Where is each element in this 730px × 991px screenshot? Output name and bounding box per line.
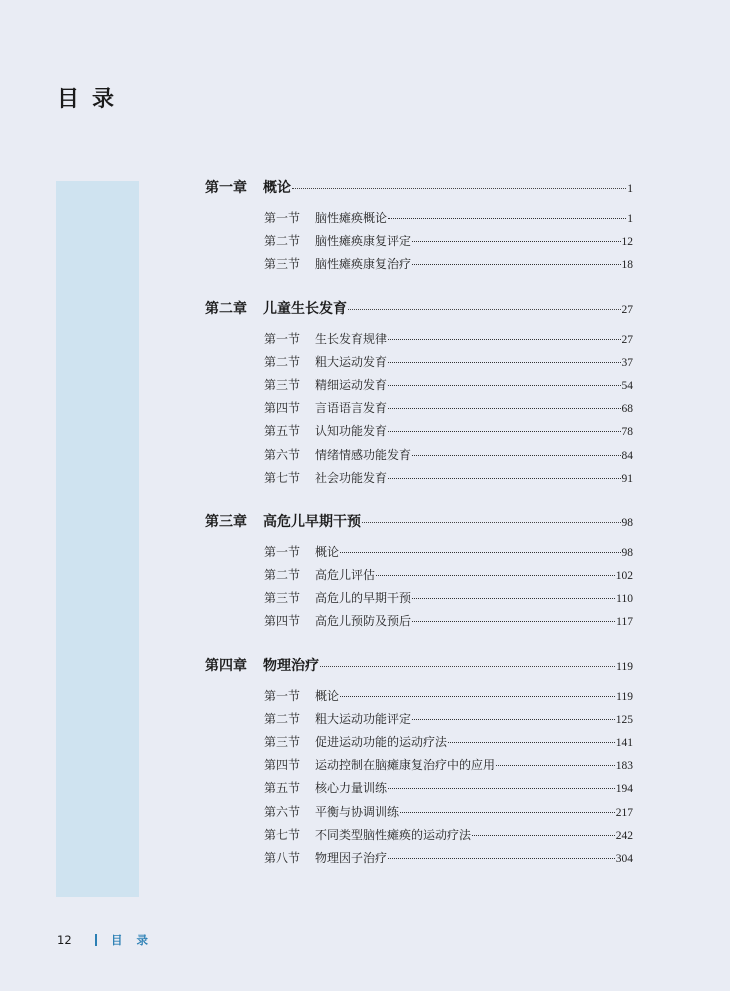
toc-section-list bbox=[264, 687, 633, 873]
section-title: 精细运动发育 bbox=[315, 377, 388, 392]
section-title: 概论 bbox=[315, 544, 340, 559]
toc-chapter-row[interactable] bbox=[205, 511, 633, 533]
section-title: 高危儿的早期干预 bbox=[315, 591, 412, 606]
dot-leader bbox=[388, 858, 615, 859]
dot-leader bbox=[388, 788, 615, 789]
section-number: 第三节 bbox=[264, 735, 301, 749]
section-number: 第一节 bbox=[264, 211, 301, 225]
toc-section-row[interactable] bbox=[264, 756, 633, 779]
section-page-number: 78 bbox=[621, 426, 633, 439]
toc-section-row[interactable] bbox=[264, 232, 633, 255]
section-number: 第五节 bbox=[264, 781, 301, 796]
decorative-side-bar bbox=[56, 181, 139, 897]
section-number: 第二节 bbox=[264, 234, 301, 249]
footer-label: 目录 bbox=[111, 933, 162, 947]
toc-section-row[interactable] bbox=[264, 826, 633, 849]
toc-section-list bbox=[264, 543, 633, 636]
dot-leader bbox=[388, 478, 620, 479]
section-title: 言语语言发育 bbox=[315, 401, 388, 416]
section-page-number: 37 bbox=[621, 356, 633, 369]
toc-chapter-row[interactable] bbox=[205, 298, 633, 320]
section-number: 第七节 bbox=[264, 470, 301, 485]
toc-section-row[interactable] bbox=[264, 422, 633, 445]
section-page-number: 1 bbox=[627, 213, 633, 225]
section-number: 第三节 bbox=[264, 377, 301, 392]
section-page-number: 54 bbox=[621, 379, 633, 392]
section-title: 核心力量训练 bbox=[315, 781, 388, 796]
toc-section-row[interactable] bbox=[264, 849, 633, 872]
chapter-page-number: 119 bbox=[616, 660, 633, 673]
section-number: 第五节 bbox=[264, 424, 301, 439]
section-page-number: 117 bbox=[616, 616, 633, 629]
section-title: 认知功能发育 bbox=[315, 424, 388, 439]
page-title: 目录 bbox=[57, 87, 128, 112]
chapter-number: 第四章 bbox=[205, 657, 247, 674]
section-page-number: 110 bbox=[616, 593, 633, 606]
dot-leader bbox=[388, 362, 620, 363]
dot-leader bbox=[388, 339, 620, 340]
dot-leader bbox=[412, 455, 620, 456]
section-number: 第三节 bbox=[264, 257, 301, 272]
section-number: 第四节 bbox=[264, 614, 301, 629]
section-title: 不同类型脑性瘫痪的运动疗法 bbox=[315, 827, 472, 842]
section-title: 脑性瘫痪概论 bbox=[315, 211, 388, 225]
dot-leader bbox=[320, 666, 615, 667]
chapter-page-number: 98 bbox=[621, 516, 633, 529]
section-number: 第八节 bbox=[264, 850, 301, 865]
chapter-title: 概论 bbox=[263, 180, 291, 196]
section-page-number: 27 bbox=[621, 333, 633, 346]
toc-section-row[interactable] bbox=[264, 399, 633, 422]
section-title: 促进运动功能的运动疗法 bbox=[315, 735, 448, 749]
section-number: 第二节 bbox=[264, 354, 301, 369]
toc-section-row[interactable] bbox=[264, 779, 633, 802]
chapter-page-number: 1 bbox=[627, 183, 633, 195]
dot-leader bbox=[412, 264, 620, 265]
toc-section-row[interactable] bbox=[264, 687, 633, 710]
toc-chapter-row[interactable] bbox=[205, 177, 633, 199]
section-page-number: 141 bbox=[615, 737, 633, 749]
dot-leader bbox=[412, 241, 620, 242]
footer-page-number: 12 bbox=[57, 933, 72, 947]
section-page-number: 91 bbox=[621, 472, 633, 485]
chapter-number: 第二章 bbox=[205, 300, 247, 317]
toc-section-row[interactable] bbox=[264, 469, 633, 492]
toc-section-row[interactable] bbox=[264, 376, 633, 399]
dot-leader bbox=[412, 621, 615, 622]
section-number: 第三节 bbox=[264, 591, 301, 606]
section-number: 第一节 bbox=[264, 331, 301, 346]
dot-leader bbox=[348, 309, 621, 310]
toc-chapter bbox=[205, 298, 633, 492]
section-page-number: 217 bbox=[615, 806, 633, 819]
section-title: 高危儿评估 bbox=[315, 568, 376, 583]
toc-section-row[interactable] bbox=[264, 353, 633, 376]
chapter-page-number: 27 bbox=[621, 303, 633, 316]
dot-leader bbox=[388, 431, 620, 432]
toc-section-row[interactable] bbox=[264, 589, 633, 612]
dot-leader bbox=[412, 719, 615, 720]
toc-section-row[interactable] bbox=[264, 733, 633, 756]
section-page-number: 242 bbox=[615, 829, 633, 842]
section-title: 粗大运动功能评定 bbox=[315, 711, 412, 726]
section-page-number: 304 bbox=[615, 852, 633, 865]
chapter-number: 第一章 bbox=[205, 180, 247, 196]
toc-chapter-row[interactable] bbox=[205, 655, 633, 677]
section-title: 运动控制在脑瘫康复治疗中的应用 bbox=[315, 758, 496, 773]
table-of-contents bbox=[205, 177, 633, 872]
dot-leader bbox=[340, 696, 615, 697]
section-number: 第四节 bbox=[264, 401, 301, 416]
section-page-number: 194 bbox=[615, 783, 633, 796]
dot-leader bbox=[412, 598, 615, 599]
chapter-number: 第三章 bbox=[205, 513, 247, 530]
dot-leader bbox=[388, 408, 620, 409]
section-title: 平衡与协调训练 bbox=[315, 804, 400, 819]
toc-section-row[interactable] bbox=[264, 803, 633, 826]
section-title: 高危儿预防及预后 bbox=[315, 614, 412, 629]
chapter-title: 儿童生长发育 bbox=[263, 300, 347, 317]
section-page-number: 68 bbox=[621, 403, 633, 416]
toc-section-row[interactable] bbox=[264, 255, 633, 278]
section-number: 第四节 bbox=[264, 758, 301, 773]
toc-section-row[interactable] bbox=[264, 566, 633, 589]
section-page-number: 98 bbox=[621, 546, 633, 559]
section-number: 第六节 bbox=[264, 447, 301, 462]
section-number: 第一节 bbox=[264, 688, 301, 703]
dot-leader bbox=[472, 835, 615, 836]
section-number: 第一节 bbox=[264, 544, 301, 559]
dot-leader bbox=[376, 575, 615, 576]
section-page-number: 183 bbox=[615, 760, 633, 773]
toc-section-list bbox=[264, 330, 633, 492]
chapter-title: 物理治疗 bbox=[263, 657, 319, 674]
toc-chapter bbox=[205, 511, 633, 636]
dot-leader bbox=[448, 742, 615, 743]
toc-section-row[interactable] bbox=[264, 209, 633, 232]
dot-leader bbox=[292, 188, 626, 189]
footer-divider bbox=[95, 934, 97, 946]
page-footer bbox=[57, 932, 162, 948]
toc-section-row[interactable] bbox=[264, 612, 633, 635]
toc-chapter bbox=[205, 177, 633, 279]
section-number: 第二节 bbox=[264, 568, 301, 583]
section-page-number: 119 bbox=[616, 690, 633, 703]
section-title: 情绪情感功能发育 bbox=[315, 447, 412, 462]
section-page-number: 102 bbox=[615, 570, 633, 583]
dot-leader bbox=[496, 765, 615, 766]
section-title: 生长发育规律 bbox=[315, 331, 388, 346]
dot-leader bbox=[362, 522, 621, 523]
chapter-title: 高危儿早期干预 bbox=[263, 513, 361, 530]
section-title: 物理因子治疗 bbox=[315, 850, 388, 865]
dot-leader bbox=[388, 385, 620, 386]
dot-leader bbox=[340, 552, 620, 553]
toc-section-list bbox=[264, 209, 633, 279]
toc-section-row[interactable] bbox=[264, 710, 633, 733]
section-title: 社会功能发育 bbox=[315, 470, 388, 485]
section-title: 脑性瘫痪康复治疗 bbox=[315, 257, 412, 272]
toc-chapter bbox=[205, 655, 633, 873]
section-page-number: 125 bbox=[615, 713, 633, 726]
section-page-number: 84 bbox=[621, 449, 633, 462]
toc-section-row[interactable] bbox=[264, 330, 633, 353]
section-page-number: 12 bbox=[621, 236, 633, 249]
dot-leader bbox=[400, 812, 615, 813]
section-number: 第七节 bbox=[264, 827, 301, 842]
section-number: 第二节 bbox=[264, 711, 301, 726]
toc-section-row[interactable] bbox=[264, 543, 633, 566]
toc-section-row[interactable] bbox=[264, 446, 633, 469]
section-number: 第六节 bbox=[264, 804, 301, 819]
section-title: 脑性瘫痪康复评定 bbox=[315, 234, 412, 249]
dot-leader bbox=[388, 218, 626, 219]
section-title: 粗大运动发育 bbox=[315, 354, 388, 369]
section-page-number: 18 bbox=[621, 259, 633, 272]
section-title: 概论 bbox=[315, 688, 340, 703]
